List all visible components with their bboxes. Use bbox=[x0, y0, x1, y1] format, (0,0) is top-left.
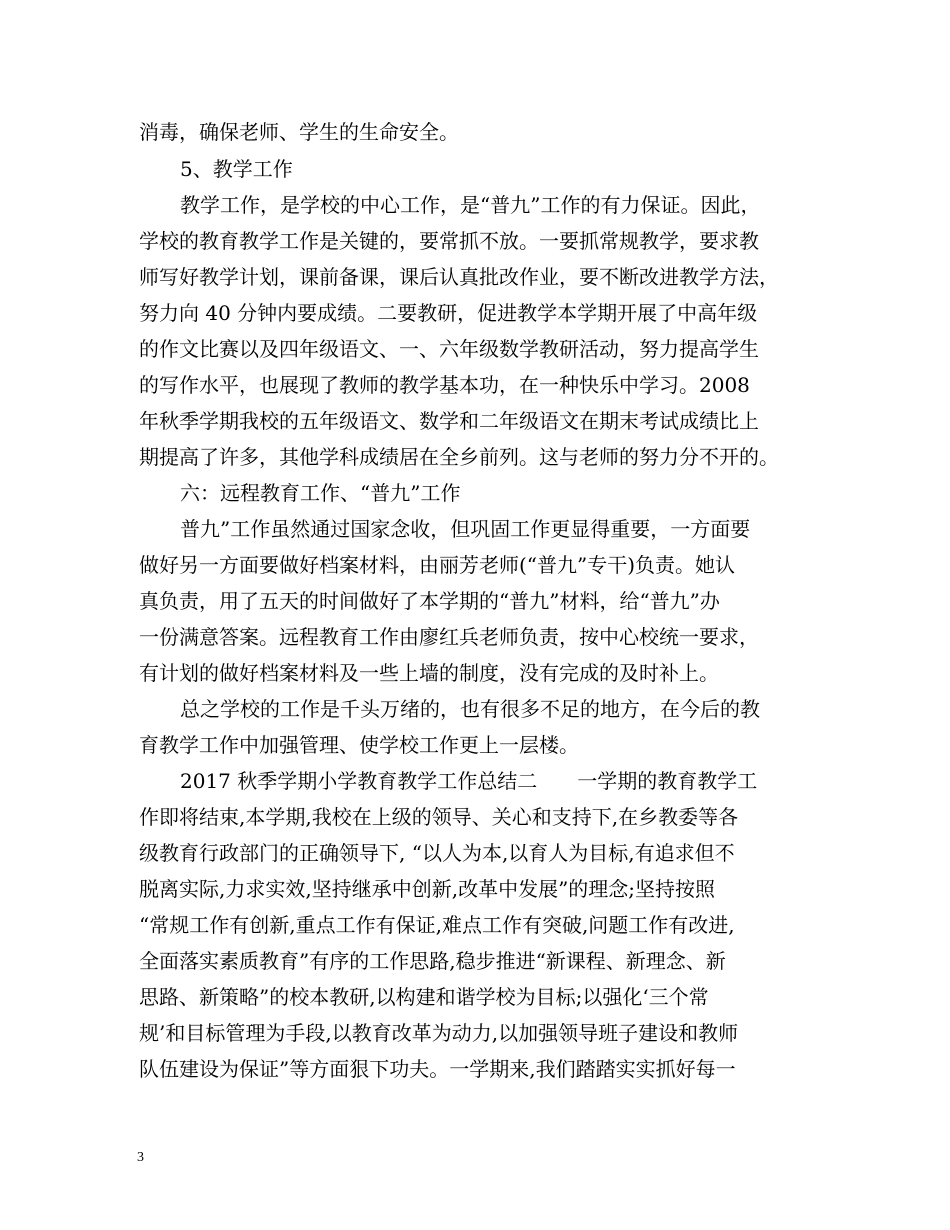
text-line: “常规工作有创新,重点工作有保证,难点工作有突破,问题工作有改进, bbox=[139, 913, 735, 937]
text-line: 一份满意答案。远程教育工作由廖红兵老师负责，按中心校统一要求， bbox=[139, 625, 759, 649]
text-line: 有计划的做好档案材料及一些上墙的制度，没有完成的及时补上。 bbox=[139, 661, 719, 685]
section-heading: 5、教学工作 bbox=[180, 157, 293, 181]
text-line: 队伍建设为保证”等方面狠下功夫。一学期来,我们踏踏实实抓好每一 bbox=[139, 1057, 736, 1081]
text-line: 规’和目标管理为手段,以教育改革为动力,以加强领导班子建设和教师 bbox=[139, 1021, 739, 1045]
text-line: 脱离实际,力求实效,坚持继承中创新,改革中发展”的理念;坚持按照 bbox=[139, 877, 716, 901]
text-line: 级教育行政部门的正确领导下, “以人为本,以育人为目标,有追求但不 bbox=[139, 841, 735, 865]
text-line: 的写作水平，也展现了教师的教学基本功，在一种快乐中学习。2008 bbox=[139, 373, 750, 397]
text-line: 努力向 40 分钟内要成绩。二要教研，促进教学本学期开展了中高年级 bbox=[139, 301, 758, 325]
text-line: 消毒，确保老师、学生的生命安全。 bbox=[139, 120, 459, 144]
text-line: 全面落实素质教育”有序的工作思路,稳步推进“新课程、新理念、新 bbox=[139, 949, 726, 973]
text-line: 真负责，用了五天的时间做好了本学期的“普九”材料，给“普九”办 bbox=[139, 589, 720, 613]
text-line: 师写好教学计划，课前备课，课后认真批改作业，要不断改进教学方法， bbox=[139, 265, 779, 289]
text-line: 思路、新策略”的校本教研,以构建和谐学校为目标;以强化‘三个常 bbox=[139, 985, 709, 1009]
text-line: 育教学工作中加强管理、使学校工作更上一层楼。 bbox=[139, 733, 579, 757]
text-line: 作即将结束,本学期,我校在上级的领导、关心和支持下,在乡教委等各 bbox=[139, 805, 739, 829]
page-number: 3 bbox=[137, 1150, 144, 1165]
text-line: 2017 秋季学期小学教育教学工作总结二 一学期的教育教学工 bbox=[180, 769, 758, 793]
text-line: 教学工作，是学校的中心工作，是“普九”工作的有力保证。因此， bbox=[180, 193, 761, 217]
text-line: 年秋季学期我校的五年级语文、数学和二年级语文在期末考试成绩比上 bbox=[139, 409, 759, 433]
text-line: 总之学校的工作是千头万绪的，也有很多不足的地方，在今后的教 bbox=[180, 697, 760, 721]
text-line: 做好另一方面要做好档案材料，由丽芳老师(“普九”专干)负责。她认 bbox=[139, 553, 736, 577]
text-line: 期提高了许多，其他学科成绩居在全乡前列。这与老师的努力分不开的。 bbox=[139, 445, 779, 469]
section-heading: 六：远程教育工作、“普九”工作 bbox=[180, 481, 461, 505]
text-line: 普九”工作虽然通过国家念收，但巩固工作更显得重要，一方面要 bbox=[180, 517, 751, 541]
text-line: 学校的教育教学工作是关键的，要常抓不放。一要抓常规教学，要求教 bbox=[139, 229, 759, 253]
text-line: 的作文比赛以及四年级语文、一、六年级数学教研活动，努力提高学生 bbox=[139, 337, 759, 361]
